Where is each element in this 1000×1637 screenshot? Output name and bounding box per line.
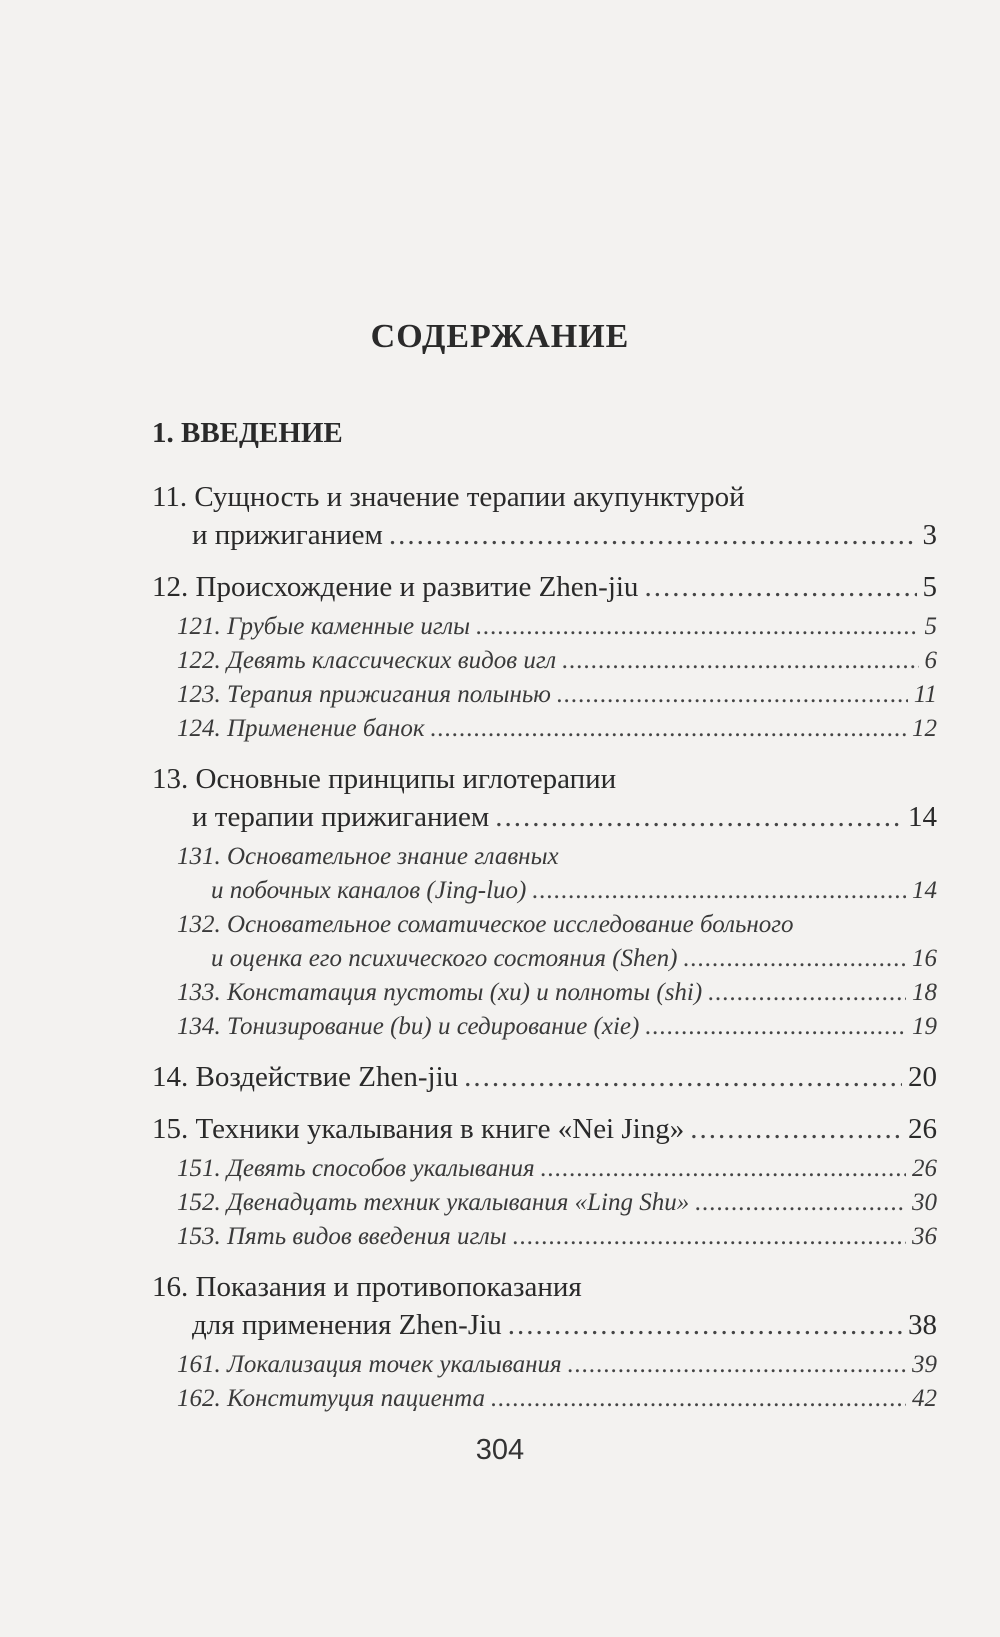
toc-page-number: 20	[908, 1061, 937, 1093]
toc-entry-133[interactable]	[152, 976, 937, 1010]
toc-entry-13[interactable]	[152, 760, 937, 836]
toc-entry-11[interactable]	[152, 478, 937, 554]
toc-entry-161[interactable]	[152, 1348, 937, 1382]
toc-page-number: 42	[912, 1385, 937, 1412]
chapter-heading: 1. ВВЕДЕНИЕ	[152, 417, 343, 449]
toc-entry-132[interactable]	[152, 908, 937, 976]
toc-entry-14[interactable]	[152, 1058, 937, 1096]
toc-entry-title: 12. Происхождение и развитие Zhen-jiu	[152, 571, 639, 603]
toc-entry-16[interactable]	[152, 1268, 937, 1344]
page-title: СОДЕРЖАНИЕ	[370, 318, 630, 355]
toc-page-number: 14	[908, 801, 937, 833]
toc-entry-153[interactable]	[152, 1220, 937, 1254]
toc-entry-152[interactable]	[152, 1186, 937, 1220]
toc-entry-title: 14. Воздействие Zhen-jiu	[152, 1061, 459, 1093]
toc-entry-121[interactable]	[152, 610, 937, 644]
leader-dots	[557, 678, 908, 712]
toc-page-number: 3	[922, 519, 937, 551]
toc-entry-title: 162. Конституция пациента	[177, 1385, 485, 1412]
toc-entry-title: 16. Показания и противопоказания	[152, 1271, 582, 1303]
toc-page-number: 5	[924, 613, 937, 640]
leader-dots	[562, 644, 918, 678]
toc-page-number: 11	[913, 681, 937, 708]
toc-entry-title: 122. Девять классических видов игл	[177, 647, 557, 674]
toc-entry-title: 123. Терапия прижигания полынью	[177, 681, 551, 708]
toc-entry-134[interactable]	[152, 1010, 937, 1044]
table-of-contents	[152, 478, 937, 1416]
leader-dots	[644, 568, 916, 606]
toc-entry-title: 13. Основные принципы иглотерапии	[152, 763, 617, 795]
leader-dots	[464, 1058, 902, 1096]
toc-entry-title-cont: и терапии прижиганием	[192, 801, 490, 833]
toc-entry-title: 121. Грубые каменные иглы	[177, 613, 471, 640]
toc-entry-title: 153. Пять видов введения иглы	[177, 1223, 507, 1250]
toc-entry-title: 124. Применение банок	[177, 715, 425, 742]
leader-dots	[532, 874, 906, 908]
toc-entry-124[interactable]	[152, 712, 937, 746]
toc-page-number: 26	[908, 1113, 937, 1145]
toc-entry-title: 11. Сущность и значение терапии акупунктурой	[152, 481, 745, 513]
toc-entry-title: 152. Двенадцать техник укалывания «Ling Shu»	[177, 1189, 690, 1216]
toc-entry-title: 131. Основательное знание главных	[177, 843, 559, 870]
leader-dots	[491, 1382, 906, 1416]
toc-page-number: 38	[908, 1309, 937, 1341]
toc-page-number: 26	[912, 1155, 937, 1182]
toc-entry-151[interactable]	[152, 1152, 937, 1186]
toc-page-number: 18	[912, 979, 937, 1006]
toc-entry-15[interactable]	[152, 1110, 937, 1148]
leader-dots	[495, 798, 902, 836]
toc-entry-title: 161. Локализация точек укалывания	[177, 1351, 562, 1378]
toc-entry-title: 15. Техники укалывания в книге «Nei Jing»	[152, 1113, 685, 1145]
toc-entry-131[interactable]	[152, 840, 937, 908]
leader-dots	[513, 1220, 906, 1254]
toc-page-number: 30	[912, 1189, 937, 1216]
toc-page-number: 16	[912, 945, 937, 972]
page-number: 304	[475, 1434, 525, 1466]
toc-page-number: 6	[924, 647, 937, 674]
toc-entry-122[interactable]	[152, 644, 937, 678]
leader-dots	[683, 942, 906, 976]
leader-dots	[690, 1110, 902, 1148]
toc-entry-title: 151. Девять способов укалывания	[177, 1155, 535, 1182]
toc-page-number: 14	[912, 877, 937, 904]
toc-entry-123[interactable]	[152, 678, 937, 712]
toc-page-number: 12	[912, 715, 937, 742]
leader-dots	[695, 1186, 906, 1220]
toc-entry-12[interactable]	[152, 568, 937, 606]
toc-page-number: 39	[912, 1351, 937, 1378]
toc-entry-title: 133. Констатация пустоты (xu) и полноты (shi)	[177, 979, 703, 1006]
toc-entry-title-cont: и оценка его психического состояния (Shen)	[211, 945, 678, 972]
leader-dots	[476, 610, 918, 644]
leader-dots	[645, 1010, 906, 1044]
leader-dots	[541, 1152, 906, 1186]
leader-dots	[508, 1306, 902, 1344]
leader-dots	[708, 976, 906, 1010]
toc-entry-162[interactable]	[152, 1382, 937, 1416]
toc-entry-title-cont: для применения Zhen-Jiu	[192, 1309, 502, 1341]
toc-entry-title-cont: и прижиганием	[192, 519, 383, 551]
leader-dots	[389, 516, 917, 554]
toc-page-number: 19	[912, 1013, 937, 1040]
toc-entry-title-cont: и побочных каналов (Jing-luo)	[211, 877, 527, 904]
leader-dots	[568, 1348, 906, 1382]
leader-dots	[431, 712, 906, 746]
toc-entry-title: 134. Тонизирование (bu) и седирование (xie)	[177, 1013, 640, 1040]
toc-entry-title: 132. Основательное соматическое исследование больного	[177, 911, 794, 938]
toc-page-number: 36	[912, 1223, 937, 1250]
toc-page-number: 5	[922, 571, 937, 603]
